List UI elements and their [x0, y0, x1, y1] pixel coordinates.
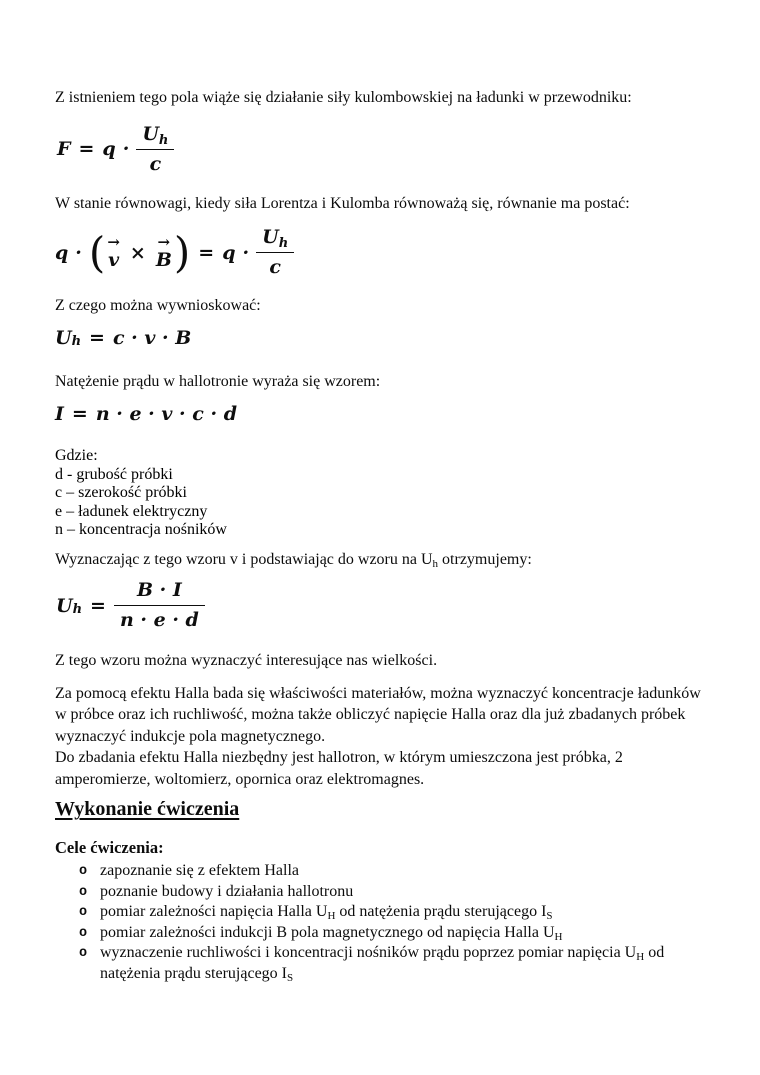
legend-item-c: c – szerokość próbki	[55, 484, 187, 502]
legend-item-e: e – ładunek elektryczny	[55, 502, 208, 520]
subscript-h: H	[327, 910, 336, 923]
formula-lorentz-coefficient-1: q	[55, 241, 69, 264]
cross-product-sign: ×	[129, 241, 146, 264]
goal-text: pomiar zależności indukcji B pola magnetycznego od napięcia Halla U	[100, 923, 555, 941]
paragraph-conclusion-lead: Z czego można wywnioskować:	[55, 297, 261, 314]
formula-force-coefficient: q	[102, 138, 116, 160]
symbol-u: U	[142, 122, 159, 145]
multiplication-dot: ·	[122, 138, 130, 160]
goals-list	[55, 861, 707, 984]
multiplication-dot: ·	[242, 241, 250, 264]
symbol-u: U	[262, 226, 279, 248]
goal-text: od natężenia prądu sterującego I	[335, 903, 547, 921]
paragraph-coulomb-force: Z istnieniem tego pola wiąże się działanie siły kulombowskiej na ładunki w przewodniku:	[55, 89, 632, 106]
bullet-marker: o	[79, 946, 88, 962]
paragraph-current-lead: Natężenie prądu w hallotronie wyraża się wzorem:	[55, 372, 381, 390]
goal-text: zapoznanie się z efektem Halla	[100, 862, 299, 880]
formula-hall-voltage	[55, 326, 707, 350]
vector-arrow-icon: →	[107, 232, 120, 251]
legend-label: Gdzie:	[55, 447, 98, 464]
paragraph-hall-usage-line1: Za pomocą efektu Halla bada się właściwości materiałów, można wyznaczyć koncentracje ładunków w próbce oraz ich ruchliwość, można także obliczyć napięcie Halla oraz dla już zbadanych próbek wyznaczyć indukcje pola magnetycznego.	[55, 684, 701, 745]
paragraph-hall-usage-line2: Do zbadania efektu Halla niezbędny jest hallotron, w którym umieszczona jest próbka, 2 amperomierze, woltomierz, opornica oraz elektromagnes.	[55, 749, 623, 788]
fraction-denominator: c	[149, 152, 162, 175]
subscript-h: h	[72, 602, 83, 618]
bullet-marker: o	[79, 864, 88, 880]
subscript-h: h	[432, 557, 439, 570]
document-content	[55, 87, 707, 984]
substitution-text-pre: Wyznaczając z tego wzoru v i podstawiając do wzoru na U	[55, 550, 433, 568]
symbol-u: U	[56, 594, 73, 617]
open-parenthesis: (	[88, 227, 106, 277]
paragraph-substitution	[55, 549, 707, 571]
fraction-denominator: c	[269, 256, 281, 278]
bullet-marker: o	[79, 925, 88, 941]
paragraph-hall-usage	[55, 683, 707, 791]
equals-sign: =	[78, 138, 95, 160]
formula-coulomb-force	[57, 123, 707, 176]
goal-text: od natężenia prądu sterującego I	[100, 944, 665, 982]
legend-item-n: n – koncentracja nośników	[55, 521, 227, 539]
multiplication-dot: ·	[75, 241, 82, 264]
subscript-s: S	[287, 971, 294, 984]
list-item	[55, 882, 707, 903]
vector-b	[155, 232, 172, 271]
fraction-uh-over-c	[136, 123, 174, 176]
goal-text: wyznaczenie ruchliwości i koncentracji nośników prądu poprzez pomiar napięcia U	[100, 944, 637, 962]
fraction-numerator	[256, 226, 294, 253]
formula-lorentz-balance	[55, 226, 707, 279]
fraction-numerator: B · I	[114, 579, 205, 606]
bullet-marker: o	[79, 905, 88, 921]
formula-current	[55, 402, 707, 426]
equals-sign: =	[71, 403, 88, 425]
list-item	[55, 902, 707, 923]
subscript-h: H	[554, 930, 563, 943]
equals-sign: =	[89, 326, 105, 349]
formula-current-rhs: n · e · v · c · d	[95, 403, 237, 425]
symbol-i: I	[55, 403, 64, 425]
legend-item-d: d - grubość próbki	[55, 465, 173, 483]
subscript-h: H	[636, 951, 645, 964]
list-item	[55, 943, 707, 984]
symbol-u: U	[55, 326, 72, 349]
formula-hall-final	[56, 579, 707, 632]
equals-sign: =	[198, 241, 215, 264]
subscript-h: h	[71, 334, 82, 349]
subscript-h: h	[278, 236, 289, 251]
bullet-marker: o	[79, 884, 88, 900]
symbol-v: v	[108, 248, 120, 271]
close-parenthesis: )	[173, 227, 191, 277]
subscript-h: h	[158, 132, 169, 148]
list-item	[55, 861, 707, 882]
paragraph-equilibrium: W stanie równowagi, kiedy siła Lorentza i Kulomba równoważą się, równanie ma postać:	[55, 194, 630, 212]
goal-text: pomiar zależności napięcia Halla U	[100, 903, 328, 921]
fraction-uh-over-c	[256, 226, 294, 279]
vector-v	[107, 232, 120, 271]
substitution-text-post: otrzymujemy:	[438, 550, 532, 568]
vector-arrow-icon: →	[157, 232, 171, 251]
fraction-bi-over-ned	[114, 579, 205, 632]
fraction-numerator	[136, 123, 174, 150]
goals-heading: Cele ćwiczenia:	[55, 838, 164, 858]
formula-hall-voltage-rhs: c · v · B	[112, 326, 192, 349]
symbol-b: B	[155, 248, 172, 271]
paragraph-quantities: Z tego wzoru można wyznaczyć interesujące nas wielkości.	[55, 652, 438, 670]
fraction-denominator: n · e · d	[119, 609, 199, 632]
symbol-legend	[55, 447, 707, 540]
list-item	[55, 923, 707, 944]
section-title-exercise: Wykonanie ćwiczenia	[55, 798, 240, 821]
equals-sign: =	[90, 594, 106, 617]
goal-text: poznanie budowy i działania hallotronu	[100, 882, 354, 900]
formula-force-lhs: F	[57, 138, 71, 160]
formula-lorentz-coefficient-2: q	[222, 241, 236, 264]
subscript-s: S	[546, 910, 553, 923]
